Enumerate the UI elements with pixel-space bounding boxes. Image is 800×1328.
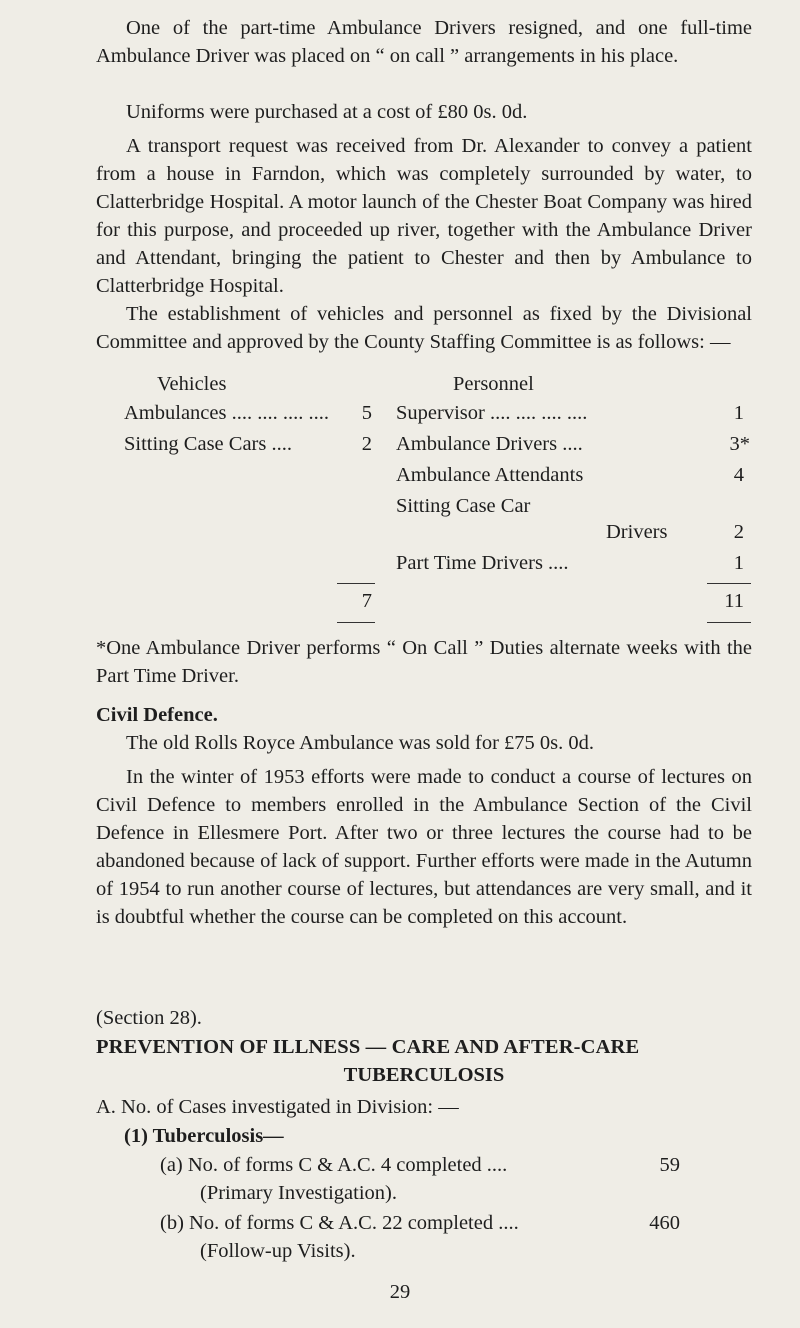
footnote: *One Ambulance Driver performs “ On Call ” Duties alternate weeks with the Part Time Driver.: [96, 637, 752, 687]
civil-defence-heading: Civil Defence.: [96, 704, 218, 726]
paragraph-rolls-royce: The old Rolls Royce Ambulance was sold for £75 0s. 0d.: [126, 732, 595, 754]
double-rule-personnel: [707, 622, 751, 623]
forms-primary-line: (a) No. of forms C & A.C. 4 completed ....: [160, 1154, 508, 1176]
forms-primary-note: (Primary Investigation).: [200, 1182, 397, 1204]
vehicles-total: 7: [361, 590, 372, 612]
total-rule-personnel: [707, 583, 751, 584]
cases-investigated-line: A. No. of Cases investigated in Division: —: [96, 1096, 459, 1118]
paragraph-establishment: The establishment of vehicles and personnel as fixed by the Divisional Committee and approved by the County Staffing Committee is as follows: —: [96, 303, 752, 353]
forms-followup-value: 460: [649, 1212, 680, 1234]
personnel-row-value: 1: [733, 552, 744, 574]
personnel-row-label: Ambulance Drivers ....: [396, 433, 583, 455]
forms-followup-line: (b) No. of forms C & A.C. 22 completed ....: [160, 1212, 519, 1234]
personnel-row-value: 3*: [729, 433, 750, 455]
personnel-row-value: 2: [733, 521, 744, 543]
personnel-header: Personnel: [453, 373, 534, 395]
personnel-total: 11: [724, 590, 744, 612]
vehicle-row-label: Sitting Case Cars ....: [124, 433, 292, 455]
vehicle-row-label: Ambulances .... .... .... ....: [124, 402, 329, 424]
personnel-row-label: Sitting Case Car: [396, 495, 531, 517]
personnel-row-label-continued: Drivers: [606, 521, 668, 543]
tuberculosis-item: (1) Tuberculosis—: [124, 1125, 284, 1147]
personnel-row-value: 4: [733, 464, 744, 486]
page-number: 29: [389, 1281, 411, 1303]
forms-followup-note: (Follow-up Visits).: [200, 1240, 356, 1262]
tuberculosis-subheading: TUBERCULOSIS: [343, 1064, 505, 1086]
forms-primary-value: 59: [659, 1154, 680, 1176]
vehicle-row-value: 5: [361, 402, 372, 424]
total-rule-vehicles: [337, 583, 375, 584]
paragraph-lectures: In the winter of 1953 efforts were made to conduct a course of lectures on Civil Defence to members enrolled in the Ambulance Section of the Civil Defence in Ellesmere Port. After two or three lectures the course had to be abandoned because of lack of support. Further efforts were made in the Autumn of 1954 to run another course of lectures, but attendances are very small, and it is doubtful whether the course can be completed on this account.: [96, 766, 752, 928]
personnel-row-label: Part Time Drivers ....: [396, 552, 569, 574]
personnel-row-value: 1: [733, 402, 744, 424]
paragraph-part-time-drivers: One of the part-time Ambulance Drivers resigned, and one full-time Ambulance Driver was placed on “ on call ” arrangements in his place.: [96, 17, 752, 67]
section-reference: (Section 28).: [96, 1007, 202, 1029]
prevention-heading: PREVENTION OF ILLNESS — CARE AND AFTER-CARE: [96, 1036, 640, 1058]
paragraph-uniforms: Uniforms were purchased at a cost of £80 0s. 0d.: [126, 101, 528, 123]
personnel-row-label: Supervisor .... .... .... ....: [396, 402, 588, 424]
vehicles-header: Vehicles: [157, 373, 227, 395]
paragraph-transport-request: A transport request was received from Dr. Alexander to convey a patient from a house in Farndon, which was completely surrounded by water, to Clatterbridge Hospital. A motor launch of the Chester Boat Company was hired for this purpose, and proceeded up river, together with the Ambulance Driver and Attendant, bringing the patient to Chester and then by Ambulance to Clatterbridge Hospital.: [96, 135, 752, 297]
double-rule-vehicles: [337, 622, 375, 623]
vehicle-row-value: 2: [361, 433, 372, 455]
personnel-row-label: Ambulance Attendants: [396, 464, 584, 486]
